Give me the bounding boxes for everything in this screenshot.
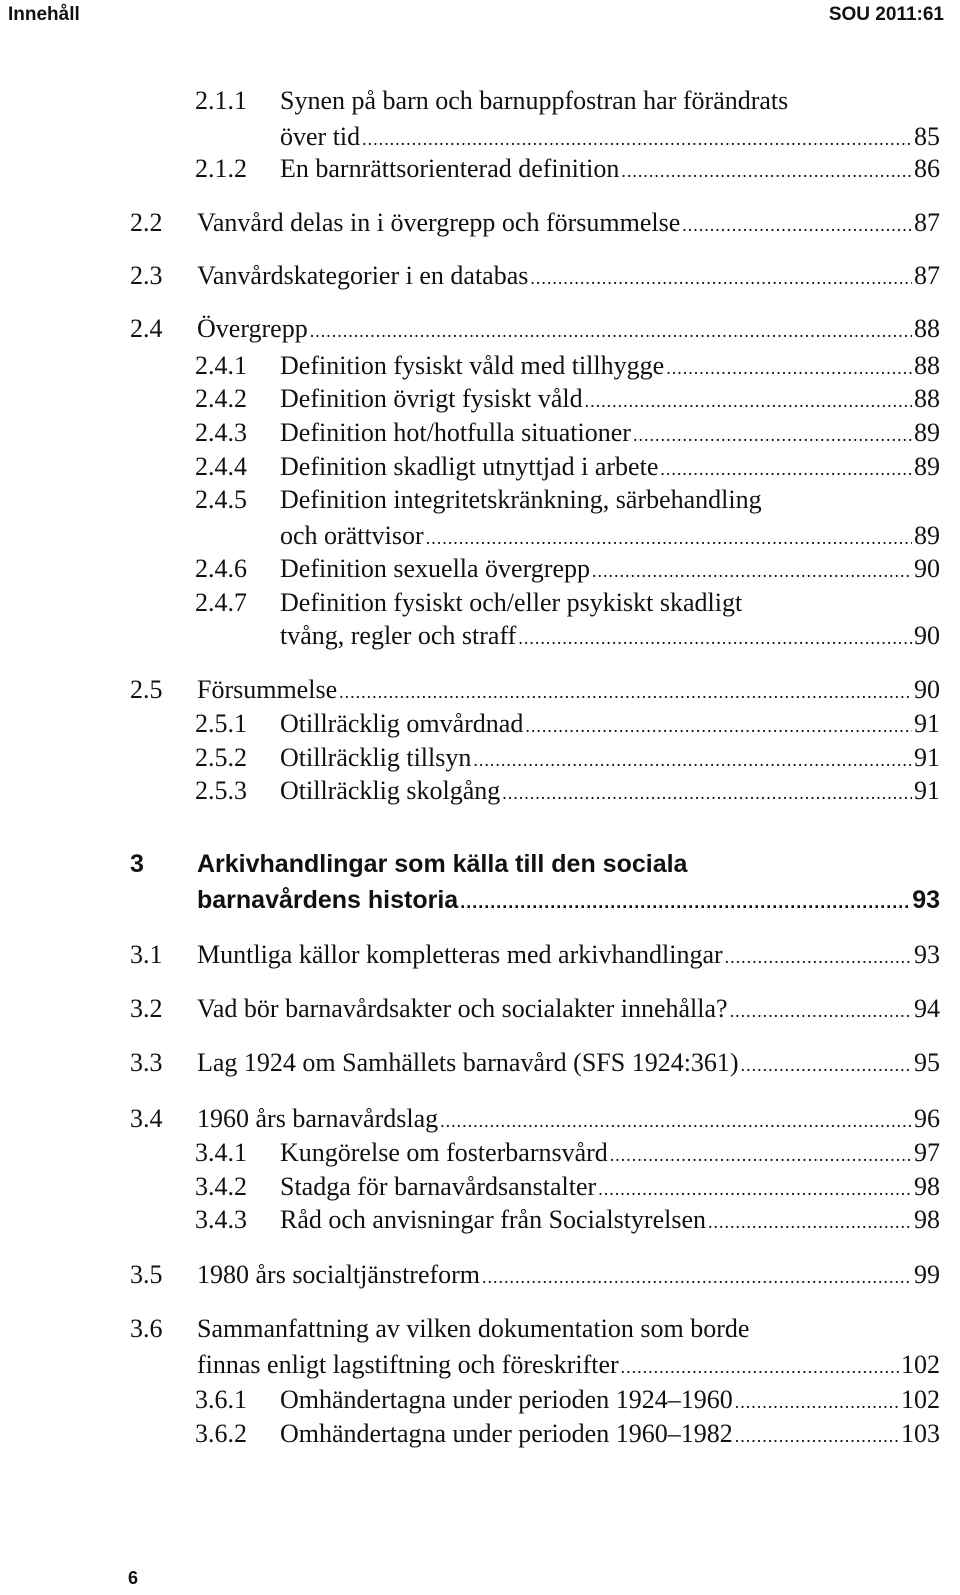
dot-leader (518, 621, 912, 655)
toc-entry[interactable] (195, 349, 940, 385)
toc-entry-page-number: 97 (914, 1138, 940, 1167)
toc-entry[interactable] (130, 673, 940, 709)
toc-entry-title: Lag 1924 om Samhällets barnavård (SFS 1924:361) (197, 1048, 739, 1077)
toc-entry-page-number: 91 (914, 709, 940, 738)
toc-entry[interactable] (130, 1102, 940, 1138)
toc-entry[interactable] (195, 774, 940, 810)
toc-entry-title-continued: barnavårdens historia (197, 886, 459, 914)
dot-leader (708, 1205, 912, 1239)
toc-entry-number: 2.4.6 (195, 554, 247, 583)
toc-entry-number: 2.5.1 (195, 709, 247, 738)
toc-entry-number: 2.4 (130, 314, 163, 343)
toc-entry-number: 3.3 (130, 1048, 163, 1077)
dot-leader (473, 743, 912, 777)
toc-entry-number: 3.4.2 (195, 1172, 247, 1201)
toc-entry-page-number: 87 (914, 208, 940, 237)
dot-leader (725, 940, 912, 974)
toc-entry-title: Övergrepp (197, 314, 308, 343)
dot-leader (730, 994, 912, 1028)
toc-entry-continuation[interactable] (197, 1348, 940, 1384)
toc-entry-title: Arkivhandlingar som källa till den sociala (197, 850, 688, 878)
running-header-section: Innehåll (8, 4, 80, 25)
toc-entry-page-number: 90 (914, 675, 940, 704)
toc-entry-number: 2.5.2 (195, 743, 247, 772)
toc-entry-number: 2.1.1 (195, 86, 247, 115)
toc-entry-title: Synen på barn och barnuppfostran har förändrats (280, 86, 789, 115)
toc-entry-title: Kungörelse om fosterbarnsvård (280, 1138, 608, 1167)
toc-entry-page-number: 90 (914, 554, 940, 583)
toc-entry[interactable] (195, 1203, 940, 1239)
toc-entry[interactable] (130, 1258, 940, 1294)
toc-entry[interactable] (130, 1312, 940, 1346)
toc-entry[interactable] (195, 586, 940, 620)
toc-entry-page-number: 88 (914, 351, 940, 380)
toc-entry-title: Definition fysiskt och/eller psykiskt skadligt (280, 588, 743, 617)
toc-entry[interactable] (195, 1170, 940, 1206)
toc-entry[interactable] (195, 1136, 940, 1172)
toc-entry[interactable] (195, 416, 940, 452)
toc-entry[interactable] (195, 152, 940, 188)
toc-entry-continuation[interactable] (197, 883, 940, 919)
toc-entry-page-number: 98 (914, 1172, 940, 1201)
toc-entry-page-number: 86 (914, 154, 940, 183)
toc-entry[interactable] (130, 1046, 940, 1082)
toc-entry-page-number: 89 (914, 418, 940, 447)
toc-entry-page-number: 89 (914, 452, 940, 481)
dot-leader (525, 709, 912, 743)
toc-entry-title: Otillräcklig tillsyn (280, 743, 472, 772)
toc-entry-title: Vanvård delas in i övergrepp och försummelse (197, 208, 681, 237)
toc-entry-page-number: 91 (914, 743, 940, 772)
toc-entry-title: Vanvårdskategorier i en databas (197, 261, 529, 290)
toc-entry-title: Definition fysiskt våld med tillhygge (280, 351, 665, 380)
dot-leader (666, 351, 912, 385)
toc-entry-page-number: 87 (914, 261, 940, 290)
toc-entry[interactable] (130, 259, 940, 295)
toc-entry-title: Definition hot/hotfulla situationer (280, 418, 631, 447)
toc-entry-number: 3.4 (130, 1104, 163, 1133)
toc-entry-number: 3.4.3 (195, 1205, 247, 1234)
toc-entry-page-number: 94 (914, 994, 940, 1023)
toc-entry[interactable] (130, 312, 940, 348)
toc-entry-number: 2.5 (130, 675, 163, 704)
toc-entry-number: 3.6 (130, 1314, 163, 1343)
toc-entry-page-number: 102 (901, 1385, 940, 1414)
toc-entry-title: Definition övrigt fysiskt våld (280, 384, 583, 413)
dot-leader (633, 418, 912, 452)
dot-leader (310, 314, 912, 348)
dot-leader (621, 154, 912, 188)
toc-entry-title: Försummelse (197, 675, 338, 704)
toc-entry-continuation[interactable] (280, 619, 940, 655)
toc-entry-title: Stadga för barnavårdsanstalter (280, 1172, 597, 1201)
toc-entry-page-number: 96 (914, 1104, 940, 1133)
toc-entry-title: Definition integritetskränkning, särbehandling (280, 485, 762, 514)
toc-entry-page-number: 93 (912, 886, 940, 914)
toc-entry-number: 3.2 (130, 994, 163, 1023)
dot-leader (460, 885, 910, 919)
toc-entry-page-number: 103 (901, 1419, 940, 1448)
toc-entry[interactable] (195, 1417, 940, 1453)
toc-entry[interactable] (130, 992, 940, 1028)
dot-leader (592, 554, 912, 588)
dot-leader (362, 122, 912, 156)
toc-entry-title: 1980 års socialtjänstreform (197, 1260, 481, 1289)
toc-entry-page-number: 90 (914, 621, 940, 650)
running-header-document-id: SOU 2011:61 (828, 4, 944, 25)
toc-entry-title: En barnrättsorienterad definition (280, 154, 620, 183)
dot-leader (530, 261, 912, 295)
page-number: 6 (128, 1568, 139, 1588)
dot-leader (426, 521, 912, 555)
toc-entry-title-continued: tvång, regler och straff (280, 621, 517, 650)
toc-entry-page-number: 102 (901, 1350, 940, 1379)
toc-entry-number: 3.4.1 (195, 1138, 247, 1167)
dot-leader (502, 776, 912, 810)
toc-entry[interactable] (195, 483, 940, 517)
toc-entry-page-number: 85 (914, 122, 940, 151)
toc-entry-number: 2.4.3 (195, 418, 247, 447)
toc-entry-page-number: 89 (914, 521, 940, 550)
toc-entry-page-number: 95 (914, 1048, 940, 1077)
toc-entry-title: Omhändertagna under perioden 1924–1960 (280, 1385, 733, 1414)
toc-entry-title: Vad bör barnavårdsakter och socialakter innehålla? (197, 994, 728, 1023)
toc-entry[interactable] (195, 552, 940, 588)
dot-leader (610, 1138, 912, 1172)
dot-leader (482, 1260, 912, 1294)
dot-leader (621, 1350, 899, 1384)
toc-entry[interactable] (130, 938, 940, 974)
toc-entry-page-number: 99 (914, 1260, 940, 1289)
toc-entry-title: Råd och anvisningar från Socialstyrelsen (280, 1205, 706, 1234)
toc-entry-title: Otillräcklig skolgång (280, 776, 501, 805)
dot-leader (682, 208, 912, 242)
dot-leader (440, 1104, 912, 1138)
toc-entry-title: Sammanfattning av vilken dokumentation som borde (197, 1314, 750, 1343)
toc-entry-number: 2.4.2 (195, 384, 247, 413)
toc-entry[interactable] (195, 741, 940, 777)
toc-entry-number: 3.5 (130, 1260, 163, 1289)
toc-entry-number: 3 (130, 850, 144, 878)
dot-leader (339, 675, 912, 709)
toc-entry-number: 2.4.4 (195, 452, 247, 481)
toc-entry-number: 3.6.2 (195, 1419, 247, 1448)
toc-entry[interactable] (195, 1383, 940, 1419)
toc-entry-continuation[interactable] (280, 519, 940, 555)
dot-leader (660, 452, 912, 486)
toc-entry-number: 2.4.7 (195, 588, 247, 617)
toc-entry[interactable] (195, 84, 940, 118)
toc-entry-page-number: 88 (914, 314, 940, 343)
dot-leader (585, 384, 912, 418)
toc-entry-number: 2.4.1 (195, 351, 247, 380)
toc-entry-title: 1960 års barnavårdslag (197, 1104, 439, 1133)
toc-entry-title: Definition sexuella övergrepp (280, 554, 590, 583)
toc-entry[interactable] (195, 450, 940, 486)
toc-entry-title-continued: finnas enligt lagstiftning och föreskrifter (197, 1350, 619, 1379)
toc-entry-page-number: 91 (914, 776, 940, 805)
toc-entry-page-number: 88 (914, 384, 940, 413)
toc-entry-number: 3.6.1 (195, 1385, 247, 1414)
toc-entry-page-number: 98 (914, 1205, 940, 1234)
toc-entry-continuation[interactable] (280, 120, 940, 156)
dot-leader (741, 1048, 912, 1082)
toc-entry[interactable] (195, 707, 940, 743)
toc-entry-number: 2.1.2 (195, 154, 247, 183)
toc-entry[interactable] (195, 382, 940, 418)
toc-entry-number: 2.5.3 (195, 776, 247, 805)
toc-entry-page-number: 93 (914, 940, 940, 969)
toc-entry-number: 2.3 (130, 261, 163, 290)
dot-leader (735, 1385, 899, 1419)
toc-entry-title-continued: och orättvisor (280, 521, 424, 550)
toc-entry-title: Muntliga källor kompletteras med arkivhandlingar (197, 940, 723, 969)
toc-entry[interactable] (130, 206, 940, 242)
toc-entry-title: Definition skadligt utnyttjad i arbete (280, 452, 659, 481)
dot-leader (598, 1172, 912, 1206)
toc-entry-number: 3.1 (130, 940, 163, 969)
toc-entry-number: 2.2 (130, 208, 163, 237)
dot-leader (735, 1419, 899, 1453)
toc-entry-title: Otillräcklig omvårdnad (280, 709, 524, 738)
toc-entry[interactable] (130, 847, 940, 881)
toc-entry-number: 2.4.5 (195, 485, 247, 514)
toc-entry-title-continued: över tid (280, 122, 361, 151)
toc-entry-title: Omhändertagna under perioden 1960–1982 (280, 1419, 733, 1448)
